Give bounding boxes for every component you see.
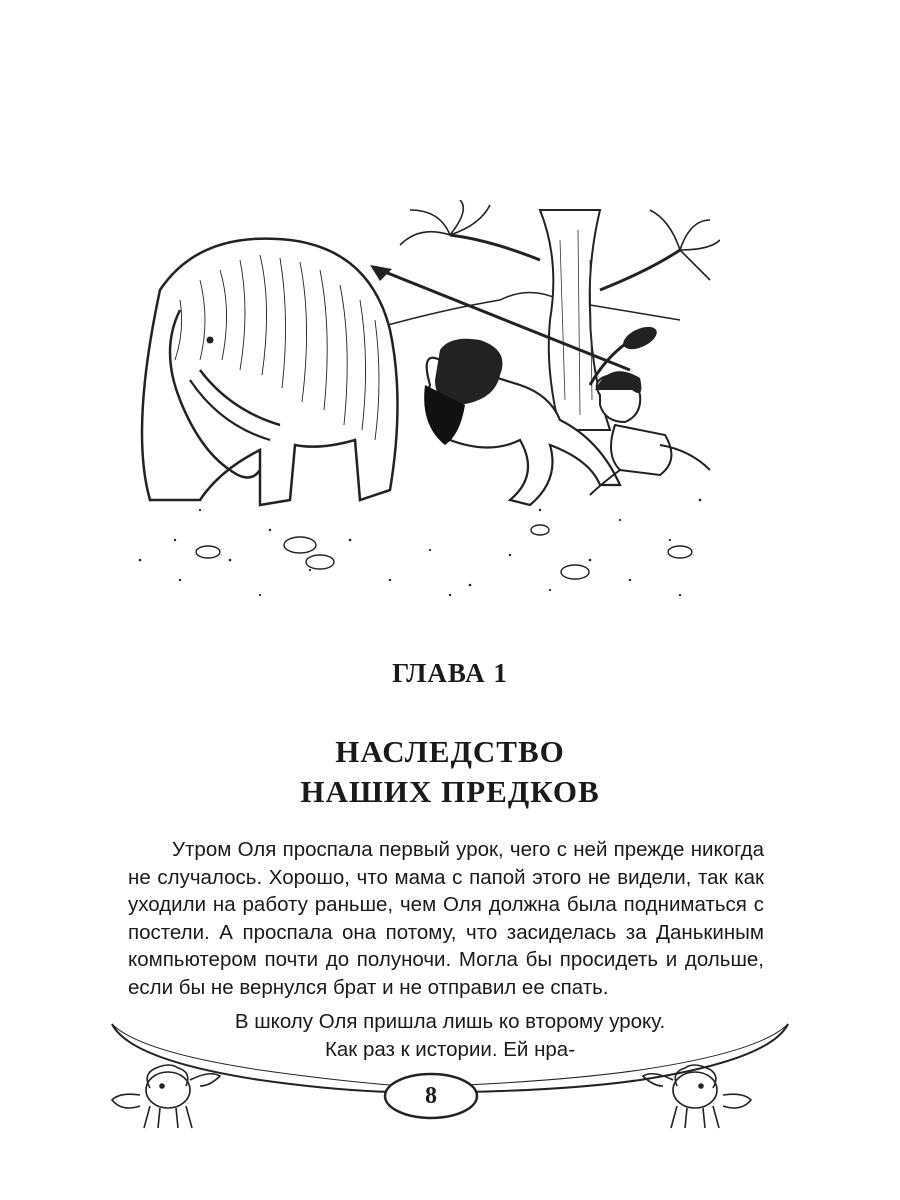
mammoth-hunt-illustration [120, 200, 720, 620]
chapter-title [0, 732, 900, 812]
chapter-title-line-2: НАШИХ ПРЕДКОВ [300, 774, 600, 809]
body-line: В школу Оля пришла лишь ко второму уроку. [234, 1010, 666, 1033]
body-line: Как раз к истории. Ей нра- [324, 1038, 576, 1061]
lion-icon [112, 1065, 220, 1128]
page-number: 8 [425, 1083, 437, 1109]
chapter-heading: ГЛАВА 1 [392, 658, 508, 688]
chapter-title-line-1: НАСЛЕДСТВО [335, 734, 565, 769]
paragraph: Утром Оля проспала первый урок, чего с ней прежде никогда не случалось. Хорошо, что мама с папой этого не видели, так как уходили на работу раньше, чем Оля должна была подниматься с постели. А проспала она потому, что засиделась за Данькиным компьютером почти до полуночи. Могла бы просидеть и дольше, если бы не вернулся брат и не отправил ее спать. [128, 838, 764, 999]
body-text [128, 836, 764, 1001]
lion-icon [643, 1065, 751, 1128]
